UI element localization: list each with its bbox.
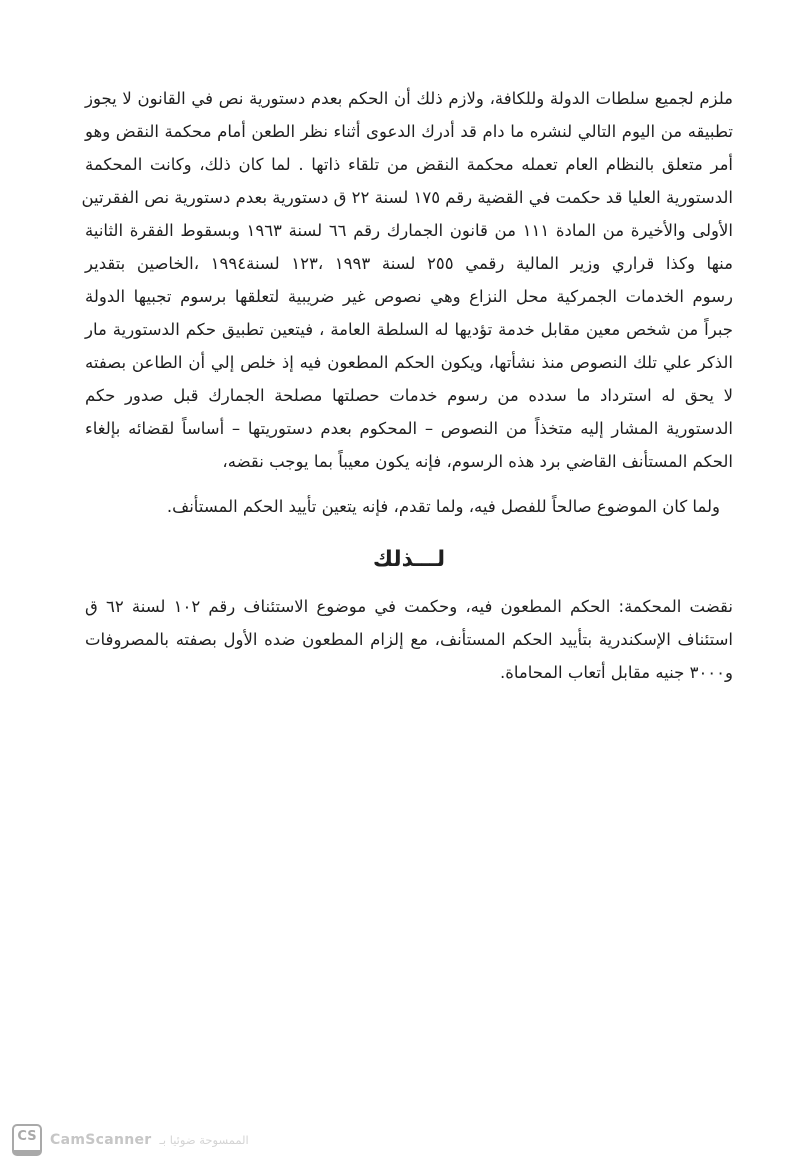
- camscanner-logo-icon: CS: [12, 1124, 42, 1156]
- paragraph-line: الذكر علي تلك النصوص منذ نشأتها، ويكون الحكم المطعون فيه إذ خلص إلي أن الطاعن بصفته: [85, 353, 733, 372]
- camscanner-watermark: [12, 1124, 253, 1156]
- paragraph-line: ملزم لجميع سلطات الدولة وللكافة، ولازم ذلك أن الحكم بعدم دستورية نص في القانون لا يجوز: [85, 89, 733, 108]
- ruling-paragraph-1: [81, 82, 734, 478]
- paragraph-line: الدستورية المشار إليه متخذاً من النصوص – المحكوم بعدم دستوريتها – أساساً لقضائه بإلغاء: [85, 419, 733, 438]
- paragraph-line: استئناف الإسكندرية بتأييد الحكم المستأنف، مع إلزام المطعون ضده الأول بصفته بالمصروفات: [85, 630, 733, 649]
- paragraph-line: الحكم المستأنف القاضي برد هذه الرسوم، فإنه يكون معيباً بما يوجب نقضه،: [222, 452, 733, 471]
- paragraph-line: الدستورية العليا قد حكمت في القضية رقم ١٧٥ لسنة ٢٢ ق دستورية بعدم دستورية نص الفقرتين: [81, 188, 733, 207]
- ruling-paragraph-2: ولما كان الموضوع صالحاً للفصل فيه، ولما تقدم، فإنه يتعين تأييد الحكم المستأنف.: [166, 497, 720, 516]
- paragraph-line: و٣٠٠٠ جنيه مقابل أتعاب المحاماة.: [500, 663, 733, 682]
- paragraph-line: أمر متعلق بالنظام العام تعمله محكمة النقض من تلقاء ذاتها . لما كان ذلك، وكانت المحكمة: [85, 155, 733, 174]
- camscanner-arabic-label: الممسوحة ضوئيا بـ: [159, 1133, 249, 1147]
- camscanner-brand-label: CamScanner: [50, 1132, 152, 1148]
- paragraph-line: لا يحق له استرداد ما سدده من رسوم خدمات حصلتها مصلحة الجمارك قبل صدور حكم: [85, 386, 733, 405]
- paragraph-line: جبراً من شخص معين مقابل خدمة تؤديها له السلطة العامة ، فيتعين تطبيق حكم الدستورية مار: [85, 320, 733, 339]
- paragraph-line: نقضت المحكمة: الحكم المطعون فيه، وحكمت في موضوع الاستئناف رقم ١٠٢ لسنة ٦٢ ق: [85, 597, 733, 616]
- paragraph-line: الأولى والأخيرة من المادة ١١١ من قانون الجمارك رقم ٦٦ لسنة ١٩٦٣ وبسقوط الفقرة الثانية: [85, 221, 734, 240]
- ruling-paragraph-3: [85, 590, 733, 689]
- paragraph-line: رسوم الخدمات الجمركية محل النزاع وهي نصوص غير ضريبية لتعلقها برسوم تجبيها الدولة: [85, 287, 733, 306]
- ruling-body-text: [81, 82, 734, 689]
- paragraph-line: منها وكذا قراري وزير المالية رقمي ٢٥٥ لسنة ١٩٩٣ ،١٢٣ لسنة١٩٩٤ ،الخاصين بتقدير: [85, 254, 733, 273]
- paragraph-line: تطبيقه من اليوم التالي لنشره ما دام قد أدرك الدعوى أثناء نظر الطعن أمام محكمة النقض وهو: [85, 122, 733, 141]
- therefore-heading: لـــذلك: [372, 547, 446, 572]
